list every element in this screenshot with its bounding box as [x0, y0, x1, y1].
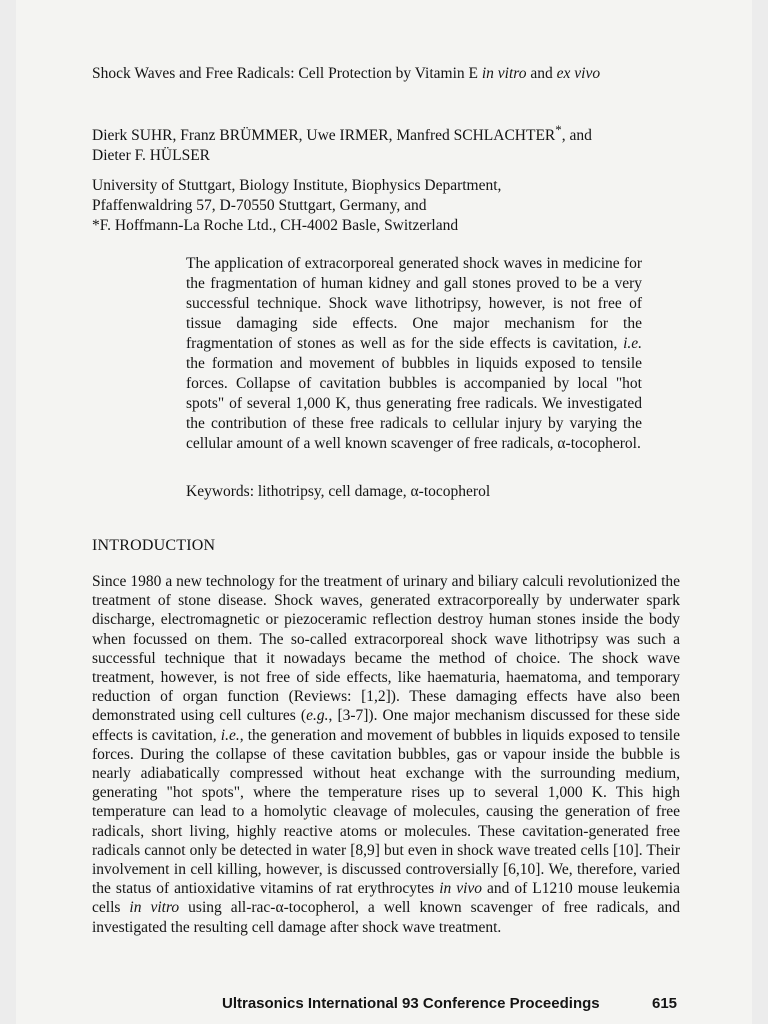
affiliation-mark: *	[555, 122, 562, 137]
intro-p5: using all-rac-α-tocopherol, a well known scavenger of free radicals, and investigated the resulting cell damage after shock wave treatment.	[92, 899, 681, 936]
abstract-part-1: The application of extracorporeal generated shock waves in medicine for the fragmentation of human kidney and gall stones proved to be a very successful technique. Shock wave lithotripsy, however, is not free of tissue damaging side effects. One major mechanism for the fragmentation of stones as well as for the side effects is cavitation,	[186, 255, 642, 352]
affiliation-line-3: *F. Hoffmann-La Roche Ltd., CH-4002 Basle, Switzerland	[92, 217, 459, 234]
intro-eg: e.g.	[306, 707, 329, 725]
title-and: and	[530, 65, 553, 82]
author-names-suffix: , and	[561, 127, 592, 145]
proceedings-footer: Ultrasonics International 93 Conference Proceedings	[222, 995, 600, 1012]
intro-p4: and of L1210 mouse leukemia cells	[92, 880, 680, 917]
intro-p2: , [3-7]). One major mechanism discussed for these side effects is cavitation,	[92, 707, 680, 744]
section-heading: INTRODUCTION	[92, 537, 216, 554]
author-line-1	[92, 120, 732, 146]
affiliation-block	[92, 176, 732, 236]
title-main: Shock Waves and Free Radicals: Cell Protection by Vitamin E	[92, 65, 478, 82]
affiliation-line-2: Pfaffenwaldring 57, D-70550 Stuttgart, Germany, and	[92, 197, 427, 214]
paper-title	[92, 64, 732, 84]
keywords: Keywords: lithotripsy, cell damage, α-tocopherol	[186, 483, 491, 500]
page-number: 615	[652, 995, 678, 1012]
intro-p3: , the generation and movement of bubbles in liquids exposed to tensile forces. During the collapse of these cavitation bubbles, gas or vapour inside the bubble is nearly adiabatically compressed without heat exchange with the surrounding medium, generating "hot spots", where the temperature rises up to several 1,000 K. This high temperature can lead to a homolytic cleavage of molecules, causing the generation of free radicals, short living, highly reactive atoms or molecules. These cavitation-generated free radicals cannot only be detected in water [8,9] but even in shock wave treated cells [10]. Their involvement in cell killing, however, is discussed controversially [6,10]. We, therefore, varied the status of antioxidative vitamins of rat erythrocytes	[92, 726, 680, 898]
title-in-vitro: in vitro	[481, 65, 527, 82]
abstract	[186, 254, 642, 454]
intro-ie: i.e.	[220, 726, 240, 744]
intro-in-vitro: in vitro	[129, 899, 180, 917]
abstract-ie: i.e.	[623, 335, 643, 352]
intro-p1: Since 1980 a new technology for the treatment of urinary and biliary calculi revolutionized the treatment of stone disease. Shock waves, generated extracorporeally by underwater spark discharge, electromagnetic or piezoceramic reflection destroy human stones inside the body when focussed on them. The so-called extracorporeal shock wave lithotripsy was such a successful technique that it nowadays became the method of choice. The shock wave treatment, however, is not free of side effects, like haematuria, haematoma, and temporary reduction of organ function (Reviews: [1,2]). These damaging effects have also been demonstrated using cell cultures (	[92, 573, 680, 725]
affiliation-line-1: University of Stuttgart, Biology Institute, Biophysics Department,	[92, 177, 502, 194]
author-names: Dierk SUHR, Franz BRÜMMER, Uwe IRMER, Manfred SCHLACHTER	[92, 127, 556, 145]
abstract-part-2: the formation and movement of bubbles in liquids exposed to tensile forces. Collapse of cavitation bubbles is accompanied by local "hot spots" of several 1,000 K, thus generating free radicals. We investigated the contribution of these free radicals to cellular injury by varying the cellular amount of a well known scavenger of free radicals, α-tocopherol.	[186, 355, 642, 452]
title-ex-vivo: ex vivo	[556, 65, 601, 82]
intro-in-vivo: in vivo	[439, 880, 483, 898]
introduction-body	[92, 572, 680, 937]
author-list	[92, 120, 732, 166]
author-line-2: Dieter F. HÜLSER	[92, 147, 211, 165]
